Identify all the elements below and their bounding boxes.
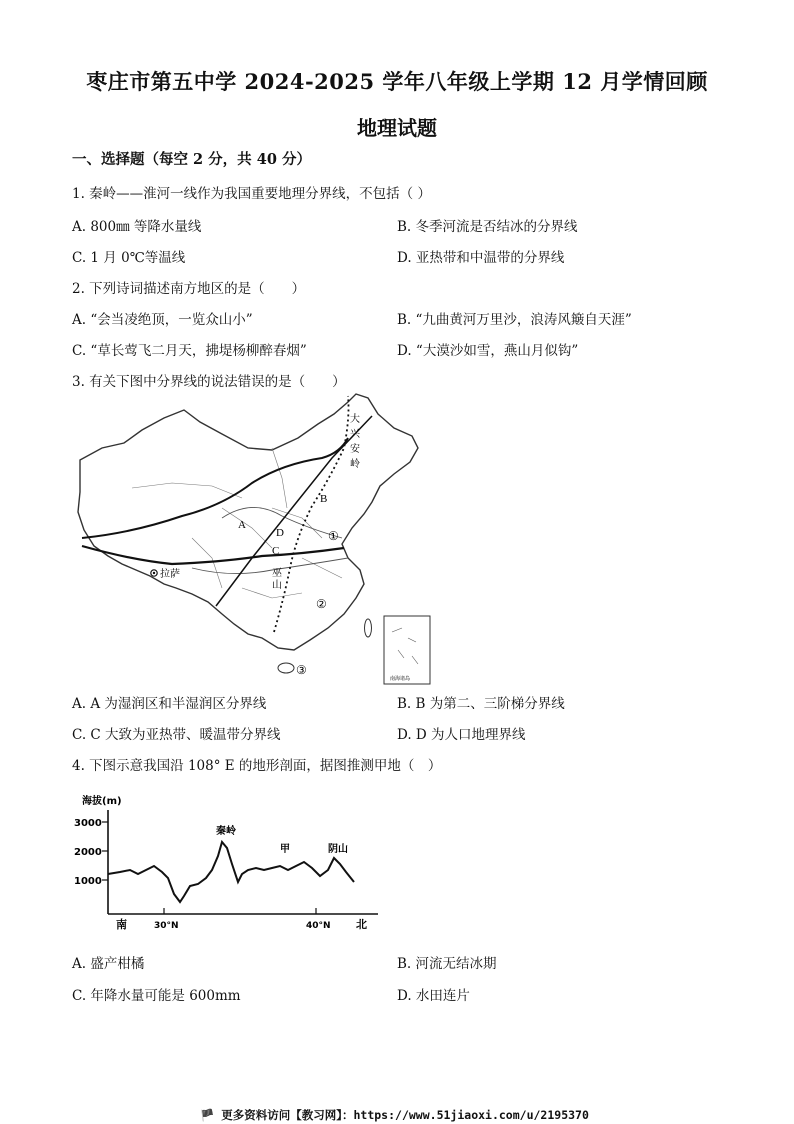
label-dxal-3: 安 [350,444,360,455]
q4-option-a: A. 盛产柑橘 [72,956,145,972]
page-subtitle: 地理试题 [357,116,437,140]
label-d: D [276,527,284,539]
q1-option-c: C. 1 月 0℃等温线 [72,250,186,266]
profile-ylabel: 海拔(m) [82,796,122,807]
question-4: 4. 下图示意我国沿 108° E 的地形剖面，据图推测甲地（ ） [72,758,442,774]
q4-option-c: C. 年降水量可能是 600mm [72,988,241,1004]
xtick-north: 北 [356,918,367,931]
page-title: 枣庄市第五中学 2024-2025 学年八年级上学期 12 月学情回顾 [86,69,708,94]
ytick-3000: 3000 [74,818,102,829]
q1-option-b: B. 冬季河流是否结冰的分界线 [397,219,578,235]
inset-label: 南海诸岛 [390,676,411,682]
line-c [82,546,344,564]
terrain-profile [72,786,392,936]
line-d [216,416,372,606]
label-dxal-1: 大 [350,414,360,425]
q1-option-d: D. 亚热带和中温带的分界线 [397,250,565,266]
q3-option-d: D. D 为人口地理界线 [397,727,526,743]
label-b: B [320,493,328,505]
label-wushan-1: 巫 [272,568,282,579]
region-2: ② [316,597,327,611]
label-lhasa: 拉萨 [160,569,180,580]
profile-curve [108,842,354,902]
label-a: A [238,519,246,531]
peak-qinling: 秦岭 [216,826,236,837]
ytick-1000: 1000 [74,876,102,887]
label-dxal-2: 兴 [350,429,360,440]
q2-option-d: D. “大漠沙如雪，燕山月似钩” [397,343,579,359]
q3-option-c: C. C 大致为亚热带、暖温带分界线 [72,727,281,743]
label-wushan-2: 山 [272,580,282,591]
section-heading: 一、选择题（每空 2 分，共 40 分） [72,151,311,168]
hainan-island [278,663,294,673]
question-2: 2. 下列诗词描述南方地区的是（ ） [72,281,306,297]
q4-option-b: B. 河流无结冰期 [397,956,497,972]
question-1: 1. 秦岭——淮河一线作为我国重要地理分界线，不包括（ ） [72,186,431,202]
q1-option-a: A. 800㎜ 等降水量线 [72,219,202,235]
xtick-south: 南 [116,918,127,931]
q3-option-b: B. B 为第二、三阶梯分界线 [397,696,565,712]
ytick-2000: 2000 [74,847,102,858]
q4-option-d: D. 水田连片 [397,988,470,1004]
inset-frame [384,616,430,684]
line-b [274,396,349,632]
region-3: ③ [296,663,307,677]
q2-option-a: A. “会当凌绝顶，一览众山小” [72,312,253,328]
footer-link[interactable]: 🏴 更多资料访问【教习网】：https://www.51jiaoxi.com/u/2195370 [200,1108,589,1122]
q2-option-b: B. “九曲黄河万里沙，浪涛风簸自天涯” [397,312,632,328]
label-c: C [272,545,280,557]
q3-option-a: A. A 为湿润区和半湿润区分界线 [72,696,267,712]
region-1: ① [328,529,339,543]
china-boundary-map [72,388,432,688]
question-3: 3. 有关下图中分界线的说法错误的是（ ） [72,374,346,390]
xtick-30n: 30°N [154,921,179,931]
xtick-40n: 40°N [306,921,331,931]
q2-option-c: C. “草长莺飞二月天，拂堤杨柳醉春烟” [72,343,307,359]
china-outline [78,394,418,650]
peak-jia: 甲 [280,844,290,855]
label-dxal-4: 岭 [350,459,360,470]
taiwan-island [365,619,372,637]
peak-yinshan: 阴山 [328,844,348,855]
